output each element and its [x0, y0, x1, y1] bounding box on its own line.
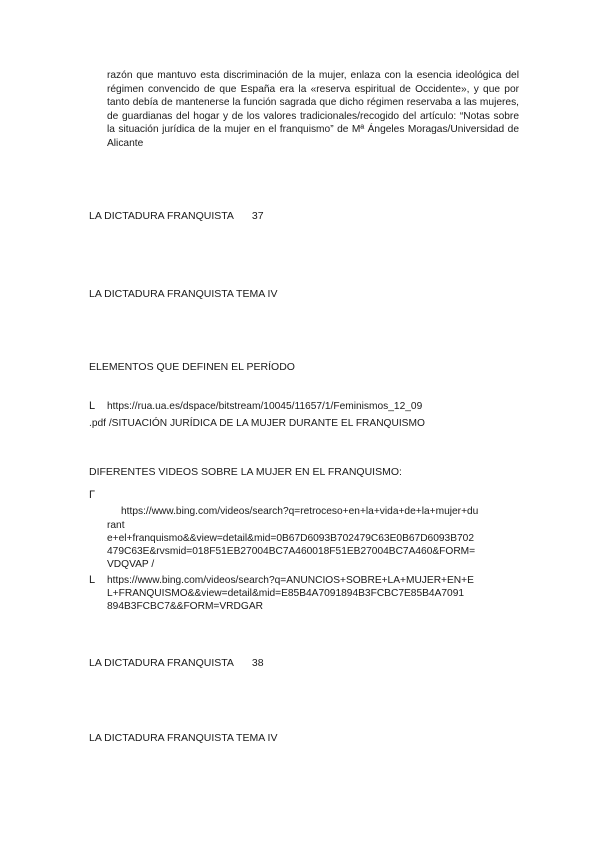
video-link-1-line-3[interactable]: e+el+franquismo&&view=detail&mid=0B67D6093B702479C63E0B67D6093B702 — [107, 533, 475, 544]
video-link-2-line-2[interactable]: L+FRANQUISMO&&view=detail&mid=E85B4A7091894B3FCBC7E85B4A7091 — [107, 588, 465, 599]
video-link-1-line-5[interactable]: VDQVAP / — [107, 559, 155, 570]
section-heading: ELEMENTOS QUE DEFINEN EL PERÍODO — [89, 361, 295, 373]
video-link-1-line-2[interactable]: rant — [107, 520, 125, 531]
footer-title: LA DICTADURA FRANQUISTA — [89, 210, 234, 222]
page-footer-37 — [89, 209, 264, 223]
page-header: LA DICTADURA FRANQUISTA TEMA IV — [89, 288, 278, 300]
video-link-2-line-3[interactable]: 894B3FCBC7&&FORM=VRDGAR — [107, 601, 263, 612]
page-number: 38 — [251, 657, 264, 669]
page-number: 37 — [251, 210, 264, 222]
video-link-1[interactable]: https://www.bing.com/videos/search?q=retroceso+en+la+vida+de+la+mujer+du — [121, 506, 479, 517]
video-link-1-line-4[interactable]: 479C63E&rvsmid=018F51EB27004BC7A460018F51EB27004BC7A460&FORM= — [107, 546, 476, 557]
pdf-link[interactable]: https://rua.ua.es/dspace/bitstream/10045/11657/1/Feminismos_12_09 — [107, 401, 423, 412]
bullet-marker: L — [89, 400, 96, 412]
page-header: LA DICTADURA FRANQUISTA TEMA IV — [89, 732, 278, 744]
videos-heading: DIFERENTES VIDEOS SOBRE LA MUJER EN EL FRANQUISMO: — [89, 466, 402, 478]
footer-title: LA DICTADURA FRANQUISTA — [89, 657, 234, 669]
video-link-2[interactable]: https://www.bing.com/videos/search?q=ANUNCIOS+SOBRE+LA+MUJER+EN+E — [107, 575, 474, 586]
page-footer-38 — [89, 656, 264, 670]
pdf-link-continuation: .pdf /SITUACIÓN JURÍDICA DE LA MUJER DURANTE EL FRANQUISMO — [89, 418, 425, 429]
bullet-marker: Γ — [89, 489, 96, 501]
quote-paragraph: razón que mantuvo esta discriminación de la mujer, enlaza con la esencia ideológica del régimen convencido de que España era la «reserva espiritual de Occidente», y que por tanto debía de mantenerse la función sagrada que dicho régimen reservaba a las mujeres, de guardianas del hogar y de los valores tradicionales/recogido del artículo: “Notas sobre la situación jurídica de la mujer en el franquismo” de Mª Ángeles Moragas/Universidad de Alicante — [107, 70, 519, 149]
bullet-marker: L — [89, 574, 96, 586]
